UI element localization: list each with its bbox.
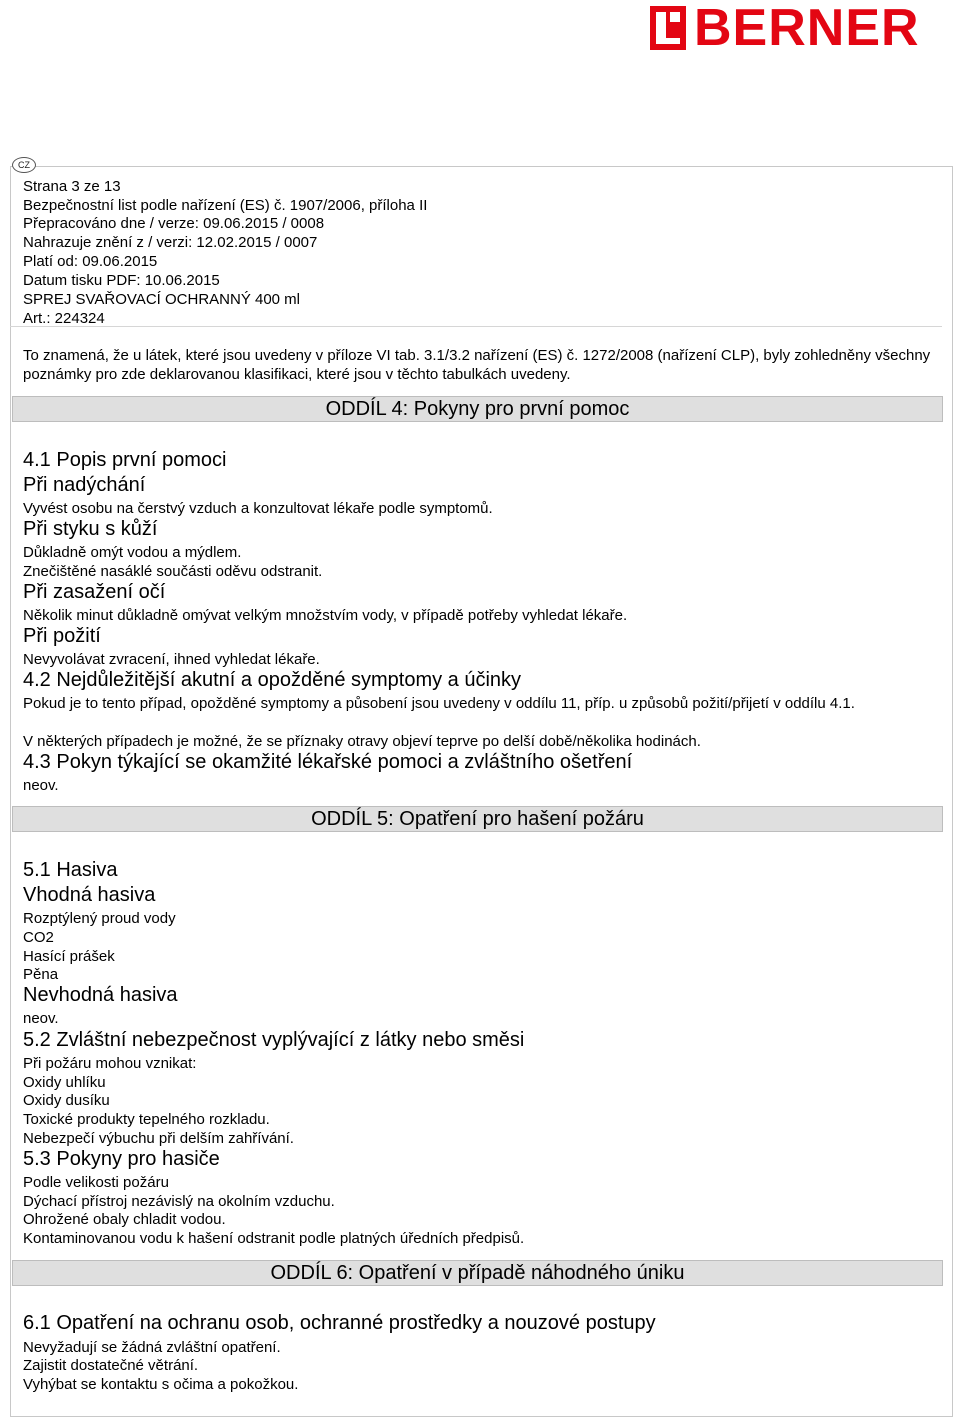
heading-5-1: 5.1 Hasiva — [23, 859, 118, 881]
subheading-eyes: Při zasažení očí — [23, 581, 166, 603]
text-suitable-3: Hasící prášek — [23, 948, 115, 965]
subheading-ingestion: Při požití — [23, 625, 101, 647]
text-suitable-2: CO2 — [23, 929, 54, 946]
text-5-2-4: Toxické produkty tepelného rozkladu. — [23, 1111, 270, 1128]
text-5-2-3: Oxidy dusíku — [23, 1092, 110, 1109]
text-6-1-1: Nevyžadují se žádná zvláštní opatření. — [23, 1339, 281, 1356]
section-6-title: ODDÍL 6: Opatření v případě náhodného úniku — [12, 1260, 943, 1286]
header-valid-from: Platí od: 09.06.2015 — [23, 253, 158, 270]
text-5-3-4: Kontaminovanou vodu k hašení odstranit podle platných úředních předpisů. — [23, 1230, 525, 1247]
subheading-inhalation: Při nadýchání — [23, 474, 146, 496]
heading-5-3: 5.3 Pokyny pro hasiče — [23, 1148, 220, 1170]
header-product-name: SPREJ SVAŘOVACÍ OCHRANNÝ 400 ml — [23, 291, 301, 308]
text-6-1-2: Zajistit dostatečné větrání. — [23, 1357, 199, 1374]
text-5-2-1: Při požáru mohou vznikat: — [23, 1055, 197, 1072]
text-eyes-1: Několik minut důkladně omývat velkým množstvím vody, v případě potřeby vyhledat lékaře. — [23, 607, 628, 624]
text-suitable-4: Pěna — [23, 966, 59, 983]
heading-4-2: 4.2 Nejdůležitější akutní a opožděné symptomy a účinky — [23, 669, 522, 691]
section-4-title: ODDÍL 4: Pokyny pro první pomoc — [12, 396, 943, 422]
berner-logo-mark — [650, 6, 686, 50]
text-5-2-2: Oxidy uhlíku — [23, 1074, 106, 1091]
text-suitable-1: Rozptýlený proud vody — [23, 910, 176, 927]
text-5-3-2: Dýchací přístroj nezávislý na okolním vzduchu. — [23, 1193, 335, 1210]
text-ingestion-1: Nevyvolávat zvracení, ihned vyhledat lékaře. — [23, 651, 320, 668]
section-5-title: ODDÍL 5: Opatření pro hašení požáru — [12, 806, 943, 832]
heading-4-1: 4.1 Popis první pomoci — [23, 449, 227, 471]
text-4-2-1: Pokud je to tento případ, opožděné symptomy a působení jsou uvedeny v oddílu 11, příp. u způsobů požití/přijetí v oddílu 4.1. — [23, 695, 855, 712]
header-page-number: Strana 3 ze 13 — [23, 178, 121, 195]
text-5-3-3: Ohrožené obaly chladit vodou. — [23, 1211, 226, 1228]
country-badge: CZ — [12, 157, 36, 173]
text-6-1-3: Vyhýbat se kontaktu s očima a pokožkou. — [23, 1376, 299, 1393]
text-skin-2: Znečištěné nasáklé součásti oděvu odstranit. — [23, 563, 323, 580]
heading-5-2: 5.2 Zvláštní nebezpečnost vyplývající z látky nebo směsi — [23, 1029, 525, 1051]
header-regulation: Bezpečnostní list podle nařízení (ES) č. 1907/2006, příloha II — [23, 197, 428, 214]
text-4-2-2: V některých případech je možné, že se příznaky otravy objeví teprve po delší době/několika hodinách. — [23, 733, 701, 750]
brand-name: BERNER — [694, 0, 920, 57]
header-revision: Přepracováno dne / verze: 09.06.2015 / 0008 — [23, 215, 325, 232]
header-replaces: Nahrazuje znění z / verzi: 12.02.2015 / 0007 — [23, 234, 318, 251]
subheading-suitable-media: Vhodná hasiva — [23, 884, 156, 906]
intro-paragraph: To znamená, že u látek, které jsou uvedeny v příloze VI tab. 3.1/3.2 nařízení (ES) č. 1272/2008 (nařízení CLP), byly zohledněny všechny poznámky pro zde deklarovanou klasifikaci, které jsou v těchto tabulkách uvedeny. — [23, 347, 931, 383]
text-5-2-5: Nebezpečí výbuchu při delším zahřívání. — [23, 1130, 294, 1147]
text-4-3-1: neov. — [23, 777, 59, 794]
subheading-unsuitable-media: Nevhodná hasiva — [23, 984, 178, 1006]
berner-logo — [650, 0, 920, 57]
header-article-number: Art.: 224324 — [23, 310, 105, 327]
text-skin-1: Důkladně omýt vodou a mýdlem. — [23, 544, 242, 561]
text-5-3-1: Podle velikosti požáru — [23, 1174, 169, 1191]
heading-4-3: 4.3 Pokyn týkající se okamžité lékařské pomoci a zvláštního ošetření — [23, 751, 633, 773]
subheading-skin: Při styku s kůží — [23, 518, 158, 540]
heading-6-1: 6.1 Opatření na ochranu osob, ochranné prostředky a nouzové postupy — [23, 1312, 656, 1334]
text-unsuitable-1: neov. — [23, 1010, 59, 1027]
header-divider — [10, 326, 942, 327]
header-print-date: Datum tisku PDF: 10.06.2015 — [23, 272, 220, 289]
text-inhalation-1: Vyvést osobu na čerstvý vzduch a konzultovat lékaře podle symptomů. — [23, 500, 493, 517]
